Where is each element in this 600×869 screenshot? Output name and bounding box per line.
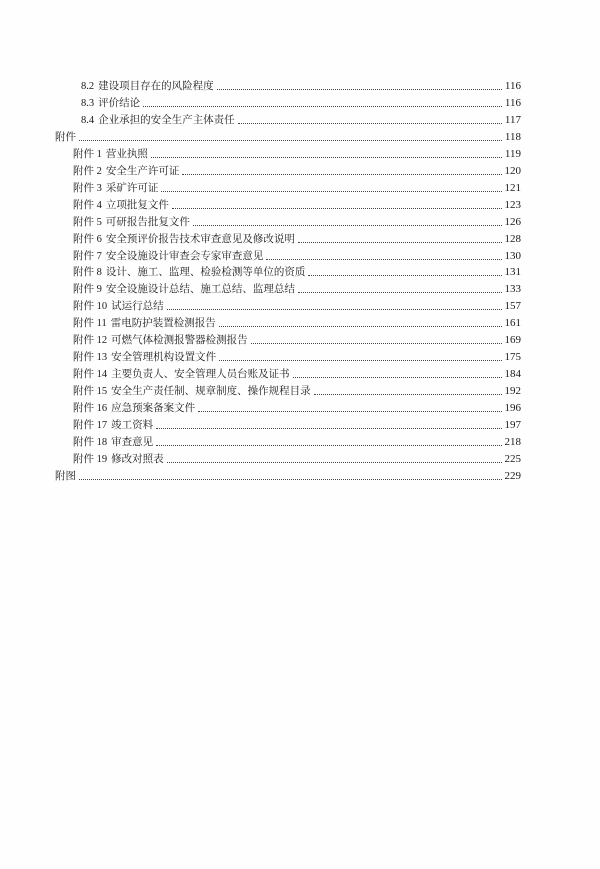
toc-entry[interactable]: [0, 232, 600, 246]
toc-page-number: 133: [504, 283, 521, 296]
toc-entry-title: 安全预评价报告技术审查意见及修改说明: [105, 232, 295, 245]
toc-entry-number: 附件 8: [73, 267, 102, 279]
toc-entry-number: 8.4: [81, 114, 95, 126]
toc-leader-dots: [193, 225, 502, 226]
toc-leader-dots: [161, 191, 502, 192]
toc-entry[interactable]: [0, 249, 600, 263]
toc-entry-title: 竣工资料: [111, 419, 154, 431]
toc-entry-label: [73, 316, 216, 331]
toc-entry-label: [73, 282, 295, 297]
toc-leader-dots: [167, 309, 502, 310]
toc-leader-dots: [308, 275, 502, 276]
toc-entry-title: 安全生产责任制、规章制度、操作规程目录: [111, 385, 311, 398]
toc-page-number: 169: [504, 334, 521, 347]
toc-page-number: 192: [504, 385, 521, 398]
toc-entry-title: 企业承担的安全生产主体责任: [98, 113, 235, 126]
toc-entry-title: 设计、施工、监理、检验检测等单位的资质: [105, 266, 306, 279]
toc-entry[interactable]: [0, 452, 600, 466]
toc-entry[interactable]: [0, 113, 600, 127]
toc-entry[interactable]: [0, 198, 600, 212]
toc-leader-dots: [143, 106, 502, 107]
toc-entry-number: 附件 1: [73, 148, 102, 160]
toc-page-number: 128: [504, 232, 521, 245]
toc-entry-number: 附件 14: [73, 369, 108, 381]
toc-entry-number: 附件 13: [73, 352, 108, 364]
toc-entry-number: 附件 17: [73, 420, 108, 431]
toc-entry-number: 附件 10: [73, 301, 108, 313]
toc-page-number: 197: [504, 419, 521, 431]
toc-page-number: 121: [504, 181, 521, 194]
toc-entry-label: [73, 249, 263, 264]
toc-entry[interactable]: [0, 333, 600, 347]
toc-entry[interactable]: [0, 215, 600, 229]
toc-entry-title: 安全管理机构设置文件: [111, 351, 217, 364]
toc-entry-title: 立项批复文件: [105, 198, 169, 211]
toc-entry-title: 试运行总结: [111, 300, 164, 313]
toc-leader-dots: [293, 377, 502, 378]
toc-leader-dots: [151, 157, 502, 158]
toc-entry[interactable]: [0, 384, 600, 398]
toc-leader-dots: [172, 208, 502, 209]
toc-page-number: 175: [504, 351, 521, 364]
toc-entry[interactable]: [0, 147, 600, 161]
toc-entry-title: 可研报告批复文件: [105, 215, 190, 228]
toc-page-number: 123: [504, 198, 521, 211]
toc-entry[interactable]: [0, 282, 600, 296]
toc-page-number: 126: [504, 215, 521, 228]
toc-entry-label: [73, 181, 158, 196]
toc-page-number: 218: [504, 435, 521, 448]
toc-page-number: 161: [504, 317, 521, 330]
toc-page-number: 117: [504, 113, 521, 126]
toc-entry[interactable]: [0, 401, 600, 415]
toc-entry[interactable]: [0, 265, 600, 279]
toc-leader-dots: [79, 479, 502, 480]
toc-entry-label: [55, 130, 76, 144]
toc-entry[interactable]: [0, 130, 600, 144]
toc-page-number: 184: [504, 368, 521, 381]
toc-entry-label: [73, 265, 305, 280]
toc-entry-title: 安全设施设计总结、施工总结、监理总结: [105, 283, 295, 296]
toc-entry-title: 主要负责人、安全管理人员台账及证书: [111, 368, 290, 381]
toc-entry-number: 附件 12: [73, 335, 108, 347]
toc-entry-label: [81, 113, 235, 128]
toc-entry-number: 附件 2: [73, 165, 102, 177]
toc-entry-number: 8.3: [81, 97, 95, 109]
toc-page-number: 116: [504, 80, 521, 92]
toc-entry[interactable]: [0, 435, 600, 449]
toc-entry-label: [73, 452, 164, 467]
toc-leader-dots: [219, 360, 502, 361]
toc-entry-number: 附件 3: [73, 182, 102, 194]
toc-entry[interactable]: [0, 350, 600, 364]
toc-entry-number: 附件 11: [73, 318, 107, 330]
toc-leader-dots: [182, 174, 502, 175]
toc-entry[interactable]: [0, 164, 600, 178]
toc-entry-title: 应急预案备案文件: [111, 402, 196, 415]
toc-entry-title: 营业执照: [105, 147, 148, 160]
toc-leader-dots: [238, 123, 502, 124]
toc-leader-dots: [156, 428, 502, 429]
toc-leader-dots: [314, 394, 502, 395]
toc-entry-label: [73, 418, 153, 433]
toc-entry-title: 安全设施设计审查会专家审查意见: [105, 249, 264, 262]
toc-page-number: 225: [504, 452, 521, 465]
toc-entry-title: 安全生产许可证: [105, 164, 180, 177]
toc-entry-label: [73, 384, 311, 399]
toc-leader-dots: [298, 292, 502, 293]
toc-entry-label: [73, 333, 248, 348]
toc-page-number: 118: [504, 130, 521, 143]
toc-entry-number: 附件 9: [73, 284, 102, 296]
toc-entry-number: 附件 15: [73, 386, 108, 398]
toc-page-number: 130: [504, 249, 521, 262]
toc-entry-number: 附件 16: [73, 403, 108, 415]
toc-entry-number: 附件 4: [73, 199, 102, 211]
toc-entry-title: 附件: [55, 130, 76, 143]
toc-leader-dots: [266, 259, 502, 260]
toc-entry-title: 建设项目存在的风险程度: [98, 80, 214, 92]
toc-entry-label: [73, 435, 153, 450]
toc-leader-dots: [251, 343, 502, 344]
toc-entry-label: [73, 215, 190, 230]
toc-page-number: 131: [504, 266, 521, 279]
toc-entry[interactable]: [0, 367, 600, 381]
toc-entry[interactable]: [0, 299, 600, 313]
toc-entry-number: 附件 18: [73, 436, 108, 448]
toc-entry-title: 评价结论: [98, 96, 141, 109]
toc-leader-dots: [167, 462, 502, 463]
toc-entry[interactable]: [0, 79, 600, 93]
toc-entry-label: [55, 469, 76, 483]
toc-entry-label: [73, 401, 195, 416]
toc-entry-title: 修改对照表: [111, 452, 164, 465]
toc-leader-dots: [79, 140, 502, 141]
toc-entry-number: 附件 7: [73, 250, 102, 262]
toc-entry-label: [73, 232, 295, 247]
toc-entry[interactable]: [0, 181, 600, 195]
toc-entry-number: 附件 19: [73, 453, 108, 465]
toc-entry-label: [73, 147, 148, 162]
toc-entry-label: [73, 198, 169, 213]
toc-page-number: 157: [504, 300, 521, 313]
toc-page-number: 196: [504, 402, 521, 415]
toc-entry[interactable]: [0, 469, 600, 483]
toc-entry-label: [81, 96, 140, 111]
toc-leader-dots: [156, 445, 502, 446]
toc-entry-number: 8.2: [81, 81, 95, 92]
toc-leader-dots: [217, 89, 502, 90]
toc-entry-title: 审查意见: [111, 435, 154, 448]
toc-entry-title: 附图: [55, 469, 76, 482]
toc-entry-title: 采矿许可证: [105, 181, 159, 194]
toc-leader-dots: [198, 411, 502, 412]
toc-entry-number: 附件 5: [73, 216, 102, 228]
toc-entry-label: [73, 367, 290, 382]
toc-page-number: 116: [504, 96, 521, 109]
toc-leader-dots: [298, 242, 502, 243]
toc-entry-label: [73, 164, 179, 179]
toc-entry-label: [73, 350, 216, 365]
toc-entry[interactable]: [0, 96, 600, 110]
toc-page-number: 229: [504, 469, 521, 482]
toc-entry-title: 雷电防护装置检测报告: [110, 317, 216, 330]
toc-entry-label: [73, 299, 164, 314]
toc-page-number: 119: [504, 147, 521, 160]
toc-entry[interactable]: [0, 316, 600, 330]
toc-leader-dots: [219, 326, 502, 327]
toc-entry-title: 可燃气体检测报警器检测报告: [111, 334, 248, 347]
toc-entry-label: [81, 79, 214, 94]
toc-entry[interactable]: [0, 418, 600, 432]
toc-page-number: 120: [504, 164, 521, 177]
toc-entry-number: 附件 6: [73, 233, 102, 245]
